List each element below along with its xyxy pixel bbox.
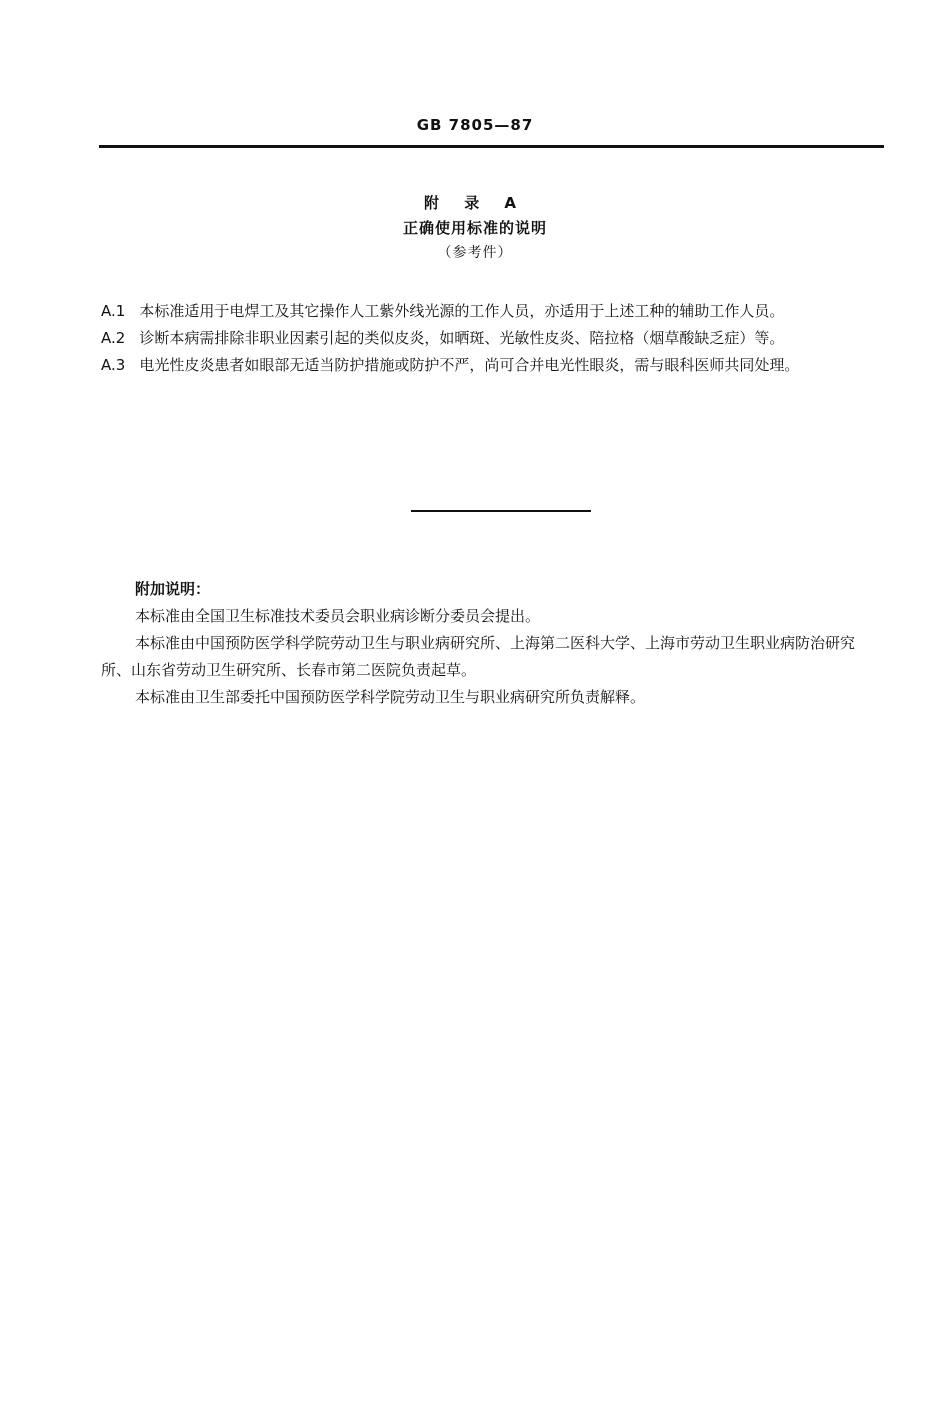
end-divider xyxy=(411,510,591,512)
appendix-title: 正确使用标准的说明 xyxy=(402,219,547,237)
additional-notes-heading: 附加说明： xyxy=(135,580,211,598)
clause-a3 xyxy=(101,352,877,379)
clause-text: 本标准适用于电焊工及其它操作人工紫外线光源的工作人员，亦适用于上述工种的辅助工作人员。 xyxy=(139,302,785,320)
clause-a1 xyxy=(101,298,877,325)
clause-text: 电光性皮炎患者如眼部无适当防护措施或防护不严，尚可合并电光性眼炎，需与眼科医师共同处理。 xyxy=(139,356,800,374)
header-divider xyxy=(99,145,884,148)
clause-text: 诊断本病需排除非职业因素引起的类似皮炎，如晒斑、光敏性皮炎、陪拉格（烟草酸缺乏症）等。 xyxy=(139,329,785,347)
additional-notes xyxy=(101,576,877,711)
appendix-note: （参考件） xyxy=(437,245,513,261)
additional-note-paragraph: 本标准由卫生部委托中国预防医学科学院劳动卫生与职业病研究所负责解释。 xyxy=(135,688,646,706)
clause-a2 xyxy=(101,325,877,352)
clause-number: A.1 xyxy=(101,302,126,320)
standard-code: GB 7805—87 xyxy=(416,116,534,134)
clause-list xyxy=(101,298,877,379)
additional-note-paragraph: 本标准由全国卫生标准技术委员会职业病诊断分委员会提出。 xyxy=(135,607,541,625)
clause-number: A.2 xyxy=(101,329,126,347)
clause-number: A.3 xyxy=(101,356,126,374)
additional-note-paragraph: 本标准由中国预防医学科学院劳动卫生与职业病研究所、上海第二医科大学、上海市劳动卫生职业病防治研究所、山东省劳动卫生研究所、长春市第二医院负责起草。 xyxy=(101,634,856,679)
appendix-label: 附 录 A xyxy=(423,194,527,212)
